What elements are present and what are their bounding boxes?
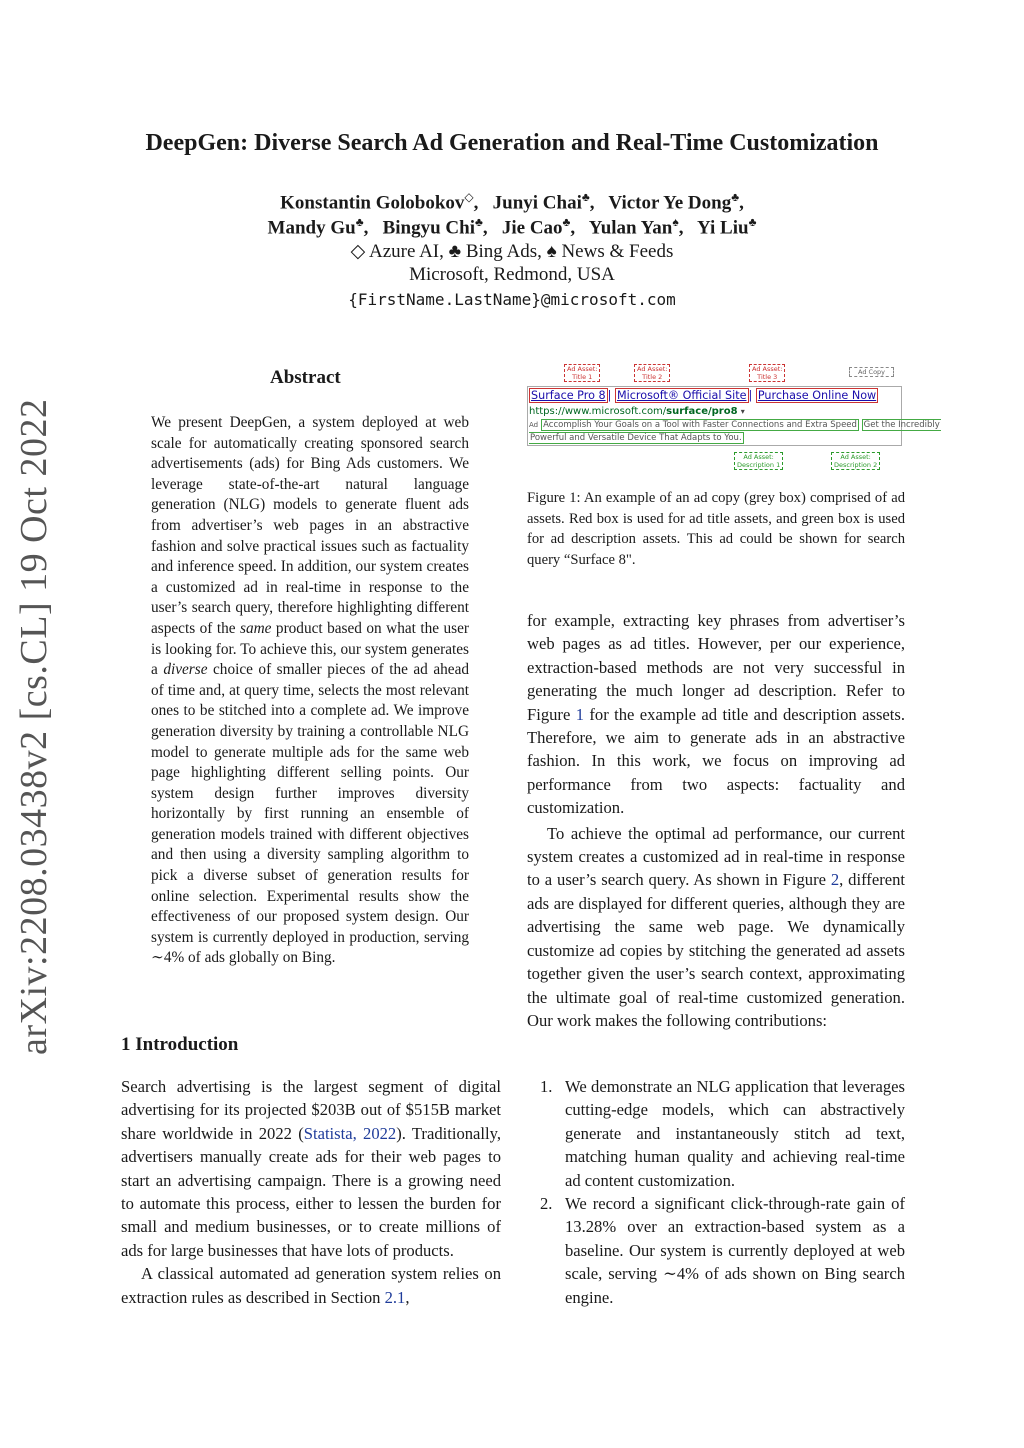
text: A classical automated ad generation system relies on extraction rules as described in Section (121, 1264, 501, 1307)
abstract-emphasis: same (240, 619, 272, 637)
list-number: 2. (540, 1194, 553, 1214)
figure-1-caption: Figure 1: An example of an ad copy (grey box) comprised of ad assets. Red box is used for ad title assets, and green box is used for ad description assets. This ad could be shown for search query “Surface 8". (527, 490, 905, 568)
ad-title-asset-1[interactable]: Surface Pro 8 (531, 389, 606, 402)
author-mark: ♣ (581, 190, 590, 204)
abstract-text (151, 413, 469, 969)
text: for example, extracting key phrases from advertiser’s web pages as ad titles. However, per our experience, extraction-based methods are not very successful in generating the much longer ad description. Refer to Figure (527, 611, 905, 724)
intro-left-column (121, 1075, 501, 1309)
ad-description-asset-1: Accomplish Your Goals on a Tool with Faster Connections and Extra Speed (543, 420, 857, 430)
author-name: Yi Liu (697, 217, 749, 239)
separator: | (748, 389, 753, 402)
author-name: Yulan Yan (588, 217, 673, 239)
ad-description-line-1 (529, 420, 941, 430)
label-title-3 (749, 364, 785, 382)
figure-1-ad-example (527, 362, 940, 474)
text: for the example ad title and description assets. Therefore, we aim to generate ads in an abstractive fashion. In this work, we focus on improving ad performance from two aspects: factuality and customization. (527, 704, 905, 818)
email: {FirstName.LastName}@microsoft.com (348, 290, 676, 309)
text: , (405, 1287, 410, 1307)
citation-link[interactable]: Statista, 2022 (303, 1123, 397, 1143)
author-name: Konstantin Golobokov (280, 192, 465, 214)
author-name: Mandy Gu (267, 217, 356, 239)
author-mark: ♣ (748, 215, 757, 229)
author-line-2: Mandy Gu♣, Bingyu Chi♣, Jie Cao♣, Yulan Yan♠, Yi Liu♣ (267, 215, 757, 239)
author-name: Junyi Chai (492, 192, 582, 214)
figure-ref-link[interactable]: 2 (830, 870, 840, 890)
author-mark: ♠ (672, 215, 679, 229)
author-mark: ◇ (464, 190, 474, 204)
author-mark: ♣ (474, 215, 483, 229)
text: , different ads are displayed for different queries, although they are advertising the same web page. We dynamically customize ad copies by stitching the generated ad assets together given the user’s search context, approximating the ultimate goal of real-time customized generation. Our work makes the following contributions: (527, 870, 905, 1030)
ad-copy-box (527, 386, 940, 446)
abstract-part: product based on what the user is looking for. To achieve this, our system generates a (151, 619, 469, 679)
label-title-1 (564, 364, 600, 382)
abstract-part: We present DeepGen, a system deployed at web scale for automatically creating sponsored search advertisements (ads) for Bing Ads customers. We leverage state-of-the-art natural language generation (NLG) models to generate fluent ads from advertiser’s web pages in an abstractive fashion and solve practical issues such as factuality and inference speed. In addition, our system creates a customized ad in real-time in response to the user’s search query, therefore highlighting different aspects of the (151, 414, 469, 637)
list-text: We record a significant click-through-rate gain of 13.28% over an extraction-based system as a baseline. Our system is currently deployed at web scale, serving ∼4% of ads shown on Bing search engine. (565, 1194, 905, 1307)
location: Microsoft, Redmond, USA (409, 264, 615, 285)
section-ref-link[interactable]: 2.1 (384, 1287, 406, 1307)
ad-tag: Ad (529, 421, 539, 429)
paragraph (527, 822, 905, 1033)
label-text: Description 2 (834, 461, 878, 469)
author-mark: ♣ (562, 215, 571, 229)
label-description-2 (831, 452, 880, 470)
ad-description-asset-2-end: Powerful and Versatile Device That Adapts to You. (530, 433, 742, 443)
abstract-emphasis: diverse (163, 661, 208, 679)
paragraph (121, 1262, 501, 1309)
section-heading-introduction: 1 Introduction (121, 1034, 239, 1055)
intro-right-column (527, 609, 905, 1032)
label-text: Ad Asset: (840, 453, 871, 461)
affiliations: ◇ Azure AI, ♣ Bing Ads, ♠ News & Feeds (350, 241, 674, 262)
list-number: 1. (540, 1077, 553, 1096)
author-mark: ♣ (731, 190, 740, 204)
label-title-2 (634, 364, 670, 382)
text: ). Traditionally, advertisers manually create ads for their web pages to start an advertising campaign. There is a growing need to automate this process, either to lessen the burden for small and medium businesses, or to create millions of ads for large businesses that have lots of products. (121, 1123, 501, 1260)
list-item (540, 1075, 905, 1192)
arxiv-identifier: arXiv:2208.03438v2 [cs.CL] 19 Oct 2022 (13, 398, 55, 1055)
label-text: Title 1 (572, 373, 593, 381)
text: Search advertising is the largest segment of digital advertising for its projected $203B out of $515B market share worldwide in 2022 ( (121, 1077, 501, 1143)
label-text: Ad Asset: (567, 365, 598, 373)
label-text: Description 1 (737, 461, 781, 469)
ad-title-asset-3[interactable]: Purchase Online Now (757, 389, 877, 402)
author-mark: ♣ (355, 215, 364, 229)
text: To achieve the optimal ad performance, our current system creates a customized ad in real-time in response to a user’s search query. As shown in Figure (527, 823, 905, 890)
ad-url-line[interactable] (529, 406, 745, 417)
url-path: surface/pro8 (666, 406, 738, 417)
separator: | (607, 389, 612, 402)
ad-title-line (529, 389, 878, 402)
paragraph (527, 609, 905, 820)
author-line-1: Konstantin Golobokov◇, Junyi Chai♣, Victor Ye Dong♣, (280, 190, 744, 214)
author-name: Bingyu Chi (382, 217, 475, 239)
paragraph (121, 1075, 501, 1262)
ad-title-asset-2[interactable]: Microsoft® Official Site (616, 389, 747, 402)
abstract-part: choice of smaller pieces of the ad ahead of time and, at query time, selects the most relevant ones to be stitched into a complete ad. We improve generation diversity by training a controllable NLG model to generate multiple ads for the same web page highlighting different selling points. Our system design further improves diversity horizontally by first running an ensemble of generation models trained with different objectives and then using a diversity sampling algorithm to pick a diverse subset of generation results for online selection. Experimental results show the effectiveness of our proposed system design. Our system is currently deployed in production, serving ∼4% of ads globally on Bing. (151, 661, 470, 967)
list-text: We demonstrate an NLG application that leverages cutting-edge models, which can abstractively generate and instantaneously stitch ad text, matching human quality and achieving real-time ad content customization. (565, 1077, 905, 1190)
url-prefix: https://www.microsoft.com/ (529, 406, 667, 417)
list-item (540, 1192, 905, 1309)
figure-ref-link[interactable]: 1 (575, 704, 585, 724)
ad-description-asset-2-start: Get the Incredibly (863, 420, 940, 430)
abstract-heading: Abstract (270, 367, 341, 388)
label-ad-copy: Ad Copy (849, 367, 894, 377)
ad-description-line-2 (529, 433, 744, 443)
label-text: Ad Asset: (752, 365, 783, 373)
label-text: Title 3 (757, 373, 778, 381)
label-text: Ad Asset: (743, 453, 774, 461)
label-text: Title 2 (642, 373, 663, 381)
chevron-down-icon: ▾ (740, 407, 745, 416)
label-description-1 (734, 452, 783, 470)
author-name: Victor Ye Dong (608, 192, 732, 214)
label-text: Ad Asset: (637, 365, 668, 373)
author-name: Jie Cao (501, 217, 563, 239)
contributions-list (540, 1075, 905, 1309)
paper-title: DeepGen: Diverse Search Ad Generation and Real-Time Customization (145, 130, 879, 156)
